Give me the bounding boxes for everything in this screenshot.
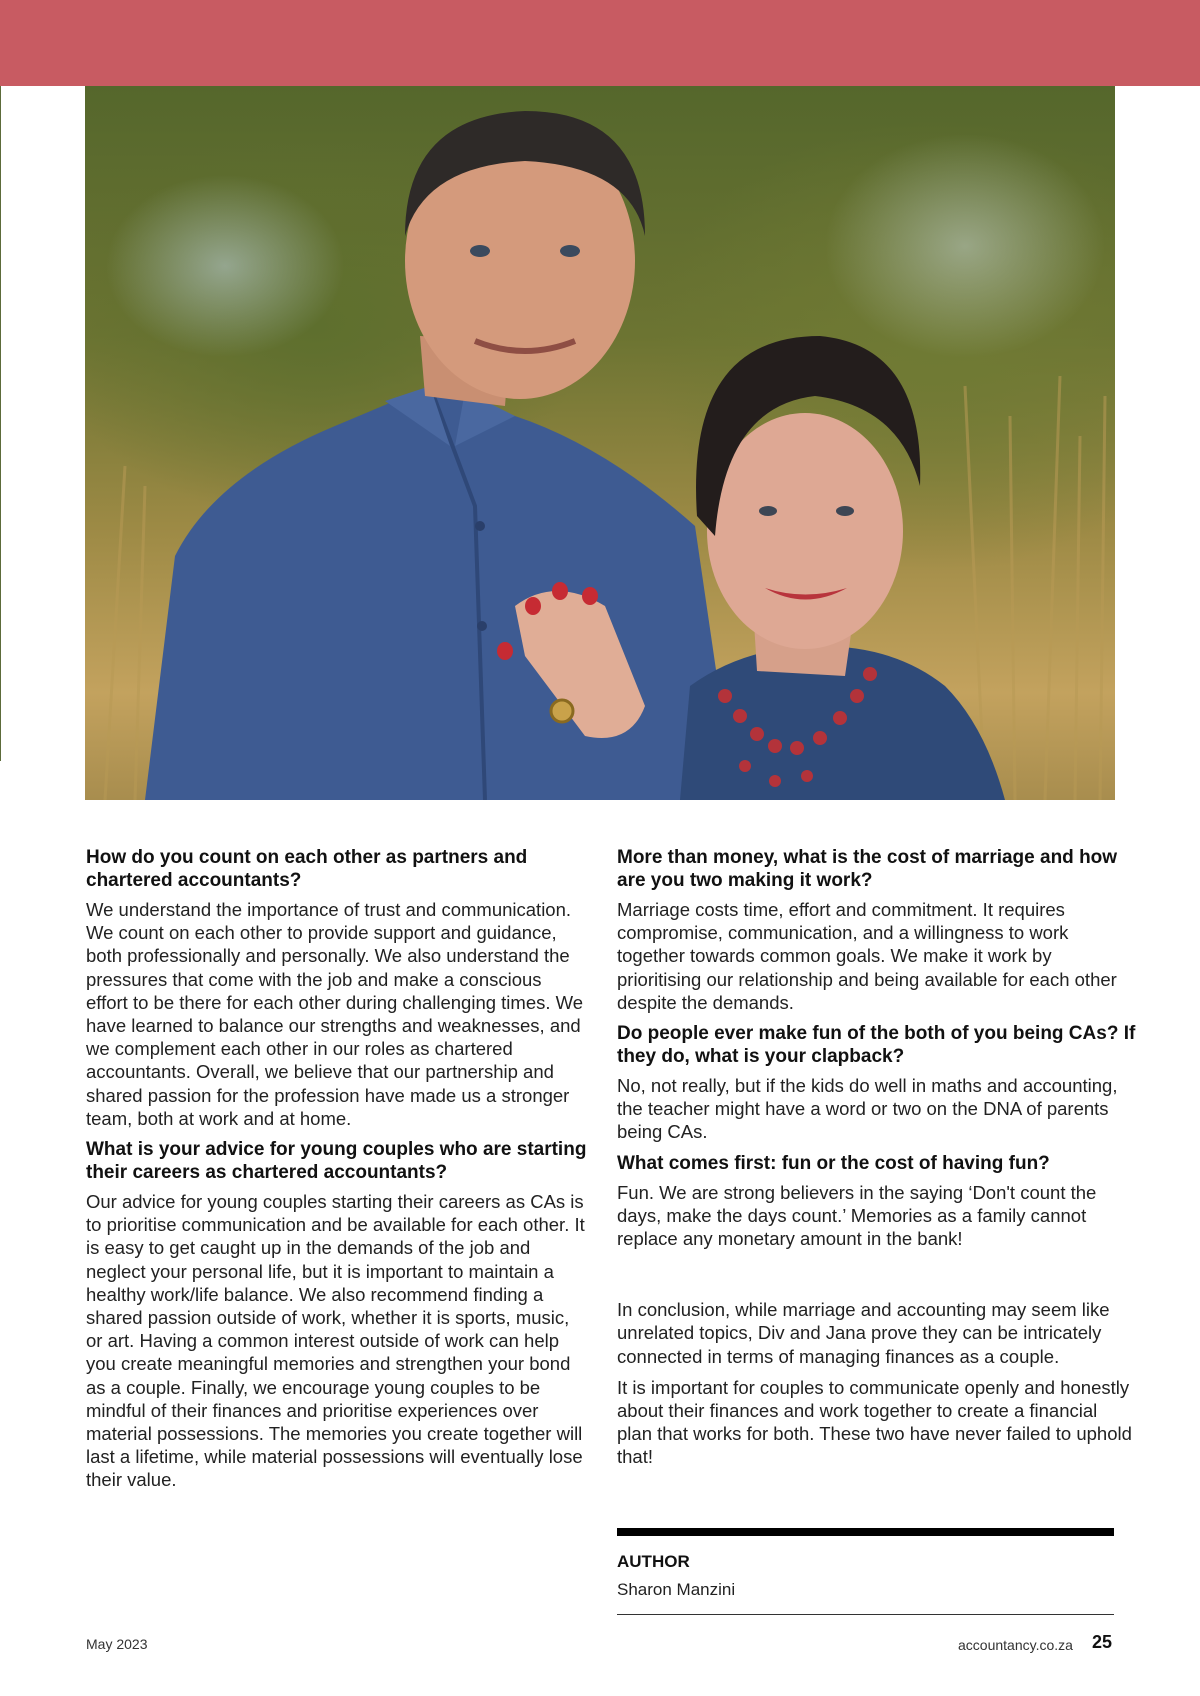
author-bottom-rule (617, 1614, 1114, 1615)
footer-page-number: 25 (1092, 1632, 1113, 1652)
question-cost-of-marriage-heading: More than money, what is the cost of marriage and how are you two making it work? (617, 847, 1118, 891)
footer-issue-date: May 2023 (86, 1636, 148, 1652)
paragraph-spacer (617, 1258, 1137, 1298)
right-article-column (617, 846, 1137, 1477)
answer-make-fun-paragraph: No, not really, but if the kids do well in maths and accounting, the teacher might have a word or two on the DNA of parents being CAs. (617, 1075, 1118, 1143)
portrait-illustration (85, 86, 1115, 800)
author-label: AUTHOR (617, 1552, 690, 1571)
left-edge-rule (0, 86, 1, 761)
question-partners-heading: How do you count on each other as partners and chartered accountants? (86, 847, 528, 891)
left-article-column (86, 846, 588, 1500)
author-name: Sharon Manzini (617, 1580, 736, 1599)
question-make-fun-heading: Do people ever make fun of the both of you being CAs? If they do, what is your clapback? (617, 1023, 1136, 1068)
top-accent-band (0, 0, 1200, 86)
answer-partners-paragraph: We understand the importance of trust and communication. We count on each other to provide support and guidance, both professionally and personally. We also understand the pressures that come with the job and make a conscious effort to be there for each other during challenging times. We have learned to balance our strengths and weaknesses, and we complement each other in our roles as chartered accountants. Overall, we believe that our partnership and shared passion for the profession have made us a stronger team, both at work and at home. (86, 899, 584, 1129)
answer-cost-of-marriage-paragraph: Marriage costs time, effort and commitment. It requires compromise, communication, and a willingness to work together towards common goals. We make it work by prioritising our relationship and being available for each other despite the demands. (617, 899, 1117, 1013)
answer-advice-paragraph: Our advice for young couples starting their careers as CAs is to prioritise communication and be available for each other. It is easy to get caught up in the demands of the job and neglect your personal life, but it is important to maintain a healthy work/life balance. We also recommend finding a shared passion outside of work, whether it is sports, music, or art. Having a common interest outside of work can help you create meaningful memories and strengthen your bond as a couple. Finally, we encourage young couples to be mindful of their finances and prioritise experiences over material possessions. The memories you create together will last a lifetime, while material possessions will eventually lose their value. (86, 1191, 585, 1491)
question-fun-first-heading: What comes first: fun or the cost of having fun? (617, 1152, 1050, 1174)
answer-fun-first-paragraph: Fun. We are strong believers in the saying ‘Don't count the days, make the days count.’ Memories as a family cannot replace any monetary amount in the bank! (617, 1181, 1097, 1250)
footer-website: accountancy.co.za (958, 1637, 1073, 1653)
couple-portrait-photo (85, 86, 1115, 800)
question-advice-heading: What is your advice for young couples who are starting their careers as chartered accountants? (86, 1139, 587, 1184)
conclusion-paragraph-1: In conclusion, while marriage and accounting may seem like unrelated topics, Div and Jana prove they can be intricately connected in terms of managing finances as a couple. (617, 1299, 1110, 1367)
author-top-rule (617, 1528, 1114, 1536)
conclusion-paragraph-2: It is important for couples to communicate openly and honestly about their finances and work together to create a financial plan that works for both. These two have never failed to uphold that! (617, 1376, 1132, 1468)
